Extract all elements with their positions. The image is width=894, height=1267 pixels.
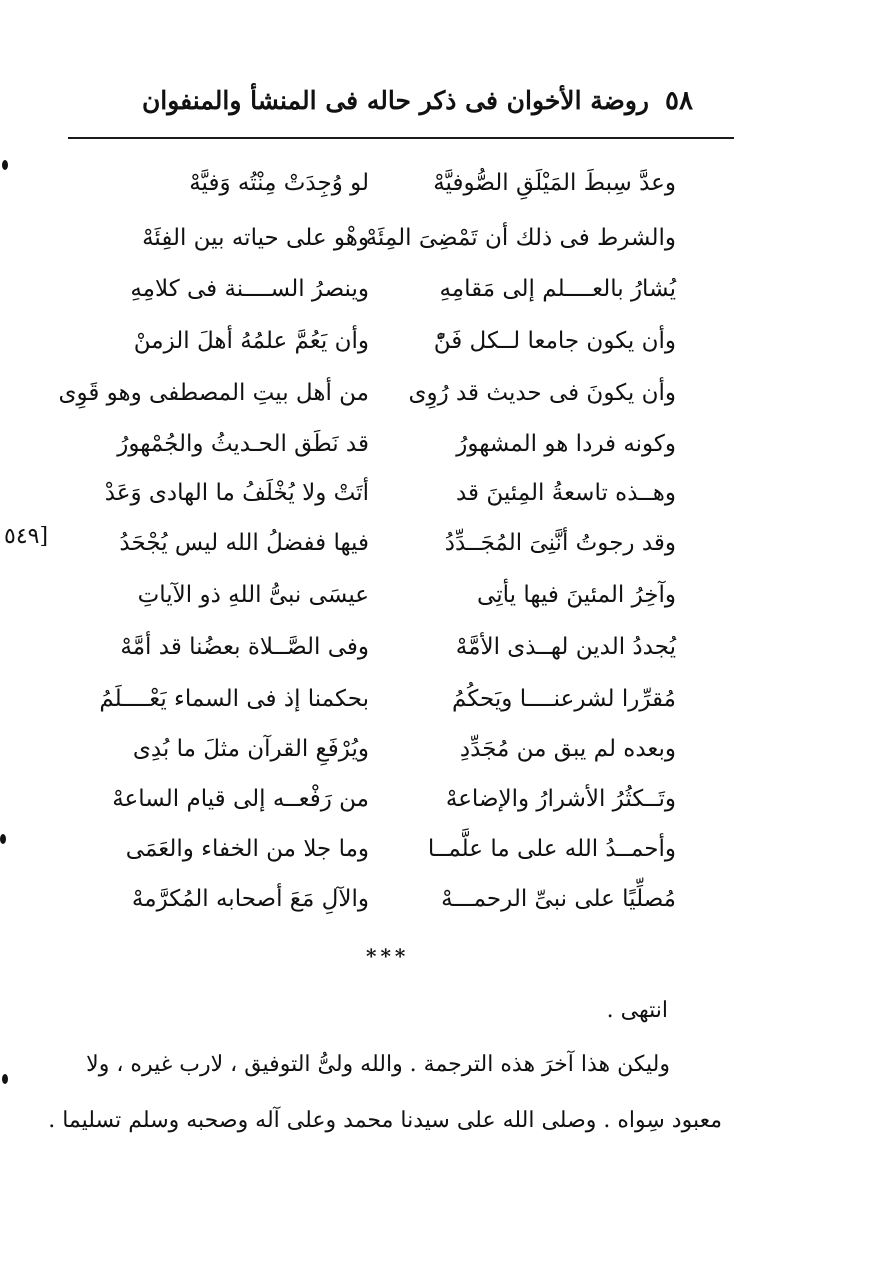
prose-line: انتهى . [606, 998, 668, 1023]
page-number: ٥٨ [665, 86, 693, 116]
verse-first-hemistich: وقد رجوتُ أنَّنِىَ المُجَــدِّدُ [444, 530, 676, 556]
verse-row [0, 726, 894, 772]
verse-row [0, 572, 894, 618]
verse-first-hemistich: والشرط فى ذلك أن تَمْضِىَ المِئَهْ [365, 225, 676, 251]
prose-line: معبود سِواه . وصلى الله على سيدنا محمد وعلى آله وصحبه وسلم تسليما . [48, 1108, 722, 1133]
verse-second-hemistich: قد نَطَق الحـديثُ والجُمْهورُ [117, 431, 369, 457]
verse-row [0, 624, 894, 670]
verse-first-hemistich: مُصلِّيًا على نبىِّ الرحمـــهْ [441, 886, 676, 912]
verse-first-hemistich: مُقرِّرا لشرعنــــا ويَحكُمُ [452, 686, 676, 712]
running-header-title: روضة الأخوان فى ذكر حاله فى المنشأ والمنفوان [141, 86, 649, 115]
verse-second-hemistich: فيها ففضلُ الله ليس يُجْحَدُ [119, 530, 369, 556]
verse-first-hemistich: وبعده لم يبق من مُجَدِّدِ [459, 736, 676, 762]
verse-first-hemistich: يُجددُ الدين لهــذى الأمَّهْ [455, 634, 676, 660]
verse-row [0, 470, 894, 516]
verse-first-hemistich: وهــذه تاسعةُ المِئينَ قد [455, 480, 676, 506]
verse-second-hemistich: وفى الصَّــلاة بعضُنا قد أمَّهْ [120, 634, 369, 660]
verse-row [0, 876, 894, 922]
verse-second-hemistich: أتَتْ ولا يُخْلَفُ ما الهادى وَعَدْ [104, 480, 369, 506]
verse-first-hemistich: وآخِرُ المئينَ فيها يأتِى [477, 582, 676, 608]
verse-second-hemistich: من أهل بيتِ المصطفى وهو قَوِى [58, 380, 369, 406]
verse-first-hemistich: وأحمــدُ الله على ما علَّمــا [427, 836, 676, 862]
section-separator: *** [366, 944, 410, 968]
verse-second-hemistich: ويُرْفَعِ القرآن مثلَ ما بُدِى [132, 736, 369, 762]
verse-row [0, 520, 894, 566]
verse-row [0, 318, 894, 364]
verse-first-hemistich: وأن يكونَ فى حديث قد رُوِى [408, 380, 676, 406]
verse-second-hemistich: عيسَى نبىُّ اللهِ ذو الآياتِ [137, 582, 369, 608]
header-rule [68, 137, 734, 139]
verse-first-hemistich: وكونه فردا هو المشهورُ [456, 431, 676, 457]
verse-row [0, 266, 894, 312]
verse-second-hemistich: بحكمنا إذ فى السماء يَعْــــلَمُ [99, 686, 369, 712]
verse-second-hemistich: وينصرُ الســــنة فى كلامِهِ [130, 276, 369, 302]
verse-first-hemistich: وعدَّ سِبطَ المَيْلَقِ الصُّوفيَّهْ [433, 170, 676, 196]
verse-row [0, 160, 894, 206]
verse-row [0, 776, 894, 822]
margin-dot [2, 1074, 8, 1084]
prose-line: وليكن هذا آخرَ هذه الترجمة . والله ولىُّ التوفيق ، لارب غيره ، ولا [86, 1052, 670, 1077]
verse-second-hemistich: وما جلا من الخفاء والعَمَى [125, 836, 369, 862]
verse-second-hemistich: وأن يَعُمَّ علمُهُ أهلَ الزمنْ [133, 328, 369, 354]
verse-row [0, 215, 894, 261]
verse-second-hemistich: وهْو على حياته بين الفِئَهْ [142, 225, 369, 251]
verse-row [0, 370, 894, 416]
verse-second-hemistich: لو وُجِدَتْ مِنْتُه وَفيَّهْ [189, 170, 369, 196]
verse-second-hemistich: والآلِ مَعَ أصحابه المُكرَّمهْ [131, 886, 369, 912]
verse-second-hemistich: من رَفْعــه إلى قيام الساعهْ [112, 786, 369, 812]
verse-first-hemistich: يُشارُ بالعــــلم إلى مَقامِهِ [439, 276, 676, 302]
verse-row [0, 826, 894, 872]
verse-row [0, 421, 894, 467]
verse-first-hemistich: وتَــكثُرُ الأشرارُ والإضاعهْ [445, 786, 676, 812]
margin-folio-note: [٥٤٩ [4, 524, 49, 549]
verse-row [0, 676, 894, 722]
verse-first-hemistich: وأن يكون جامعا لــكل فَنّْ [433, 328, 676, 354]
